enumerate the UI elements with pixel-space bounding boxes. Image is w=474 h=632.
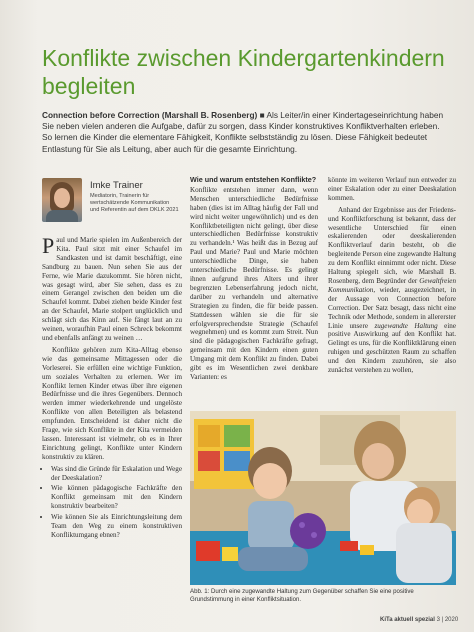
author-role: Mediatorin, Trainerin für wertschätzende Kommunikation und Referentin auf dem DKLK 2021	[90, 193, 179, 213]
author-name: Imke Trainer	[90, 180, 143, 191]
column-3	[328, 176, 456, 378]
photo-caption: Abb. 1: Durch eine zugewandte Haltung zum Gegenüber schaffen Sie eine positive Grundstimmung in einer Konfliktsituation.	[190, 588, 414, 603]
paragraph: Konflikte gehören zum Kita-Alltag ebenso wie das gemeinsame Mittagessen oder die Vorleserei. Sie erfüllen eine wichtige Funktion, um soziales Verhalten zu erlernen. Wer im Konflikt lernen Kinder etwas über ihre eigenen Bedürfnisse und die ihres Gegenübers. Dennoch werden immer wiederkehrende und ungelöste Konflikte von allen Beteiligten als belastend empfunden. Entscheidend ist daher nicht die Frage, wie sich Konflikte in der Kita vermeiden lassen. Interessant ist vielmehr, ob es in Ihrer Einrichtung gelingt, Konflikte unter Kindern konstruktiv zu klären.	[42, 345, 182, 461]
magazine-name: KiTa aktuell spezial	[380, 617, 435, 623]
page-footer	[380, 617, 458, 623]
issue-number: 3 | 2020	[436, 617, 459, 623]
intro-text: Als Leiter/in einer Kindertageseinrichtung haben Sie neben vielen anderen die Aufgabe, dafür zu sorgen, dass Kinder konstruktives Konfliktverhalten erleben. So lernen die Kinder die elementare Fähigkeit, Konflikte selbstständig zu lösen. Diese Fähigkeit bedeutet Entlastung für Sie als Leitung, aber auch für die gesamte Einrichtung.	[42, 110, 444, 154]
emphasis: Gewaltfreien Kommunikation	[328, 276, 456, 294]
intro-lead: Connection before Correction (Marshall B. Rosenberg) ■	[42, 110, 265, 120]
author-box	[42, 176, 180, 224]
photo-illustration	[190, 411, 456, 585]
paragraph: Konflikte entstehen immer dann, wenn Menschen unterschiedliche Bedürfnisse haben (dies ist im Alltag häufig der Fall und wird nicht weiter ungewöhnlich) und es den Konfliktbeteiligten nicht gelingt, über diese unterschiedlichen Bedürfnisse konstruktiv zu verhandeln.¹ Was heißt das in Bezug auf Paul und Marie? Paul und Marie möchten unterschiedliche Dinge, sie haben unterschiedliche Bedürfnisse. Es gelingt ihnen aufgrund ihres Alters und ihrer begrenzten Lebenserfahrung jedoch nicht, darüber zu verhandeln und alternative Strategien zu finden, die für beide passen. Stattdessen wählen sie die für sie erfolgversprechendste Strategie (Schaufel wegnehmen) und es kommt zum Streit. Nun sind die pädagogischen Fachkräfte gefragt, gemeinsam mit den Kindern einen guten Umgang mit dem Konflikt zu finden. Dabei gibt es im Wesentlichen zwei denkbare Varianten: es	[190, 185, 318, 381]
article-title: Konflikte zwischen Kindergartenkindern begleiten	[42, 45, 445, 99]
column-1	[42, 233, 182, 542]
paragraph: Paul und Marie spielen im Außenbereich der Kita. Paul sitzt mit einer Schaufel im Sandkasten und ist damit beschäftigt, eine Sandburg zu bauen. Nun sehen Sie aus der Ferne, wie Marie dazukommt. Sie hören nicht, was gesagt wird, aber Sie sehen, dass es zu einem Gerangel zwischen den beiden um die Schaufel kommt. Dabei ziehen beide Kinder fest an der Schaufel, Marie stolpert unglücklich und schlägt sich das Kinn auf. Sie fängt laut an zu weinen, woraufhin Paul einen Schreck bekommt und ebenfalls anfängt zu weinen …	[42, 233, 182, 342]
column-2	[190, 176, 318, 385]
article-intro	[42, 110, 452, 155]
emphasis: zugewandte Haltung	[374, 321, 438, 330]
section-heading: Wie und warum entstehen Konflikte?	[190, 175, 317, 184]
paragraph: könnte im weiteren Verlauf nun entweder zu einer Eskalation oder zu einer Deeskalation kommen.	[328, 176, 456, 202]
drop-cap: P	[42, 233, 55, 258]
article-photo	[190, 411, 456, 585]
author-photo	[42, 178, 82, 222]
list-item: • Was sind die Gründe für Eskalation und Wege der Deeskalation?	[51, 465, 182, 483]
list-item: • Wie können Sie als Einrichtungsleitung dem Team den Weg zu einem konstruktiven Konfliktumgang ebnen?	[51, 513, 182, 540]
question-list	[42, 465, 182, 540]
list-item: • Wie können pädagogische Fachkräfte den Konflikt gemeinsam mit den Kindern konstruktiv bearbeiten?	[51, 484, 182, 511]
paragraph: Anhand der Ergebnisse aus der Friedens- und Konfliktforschung ist bekannt, dass der wesentliche Unterschied für einen eskalierenden oder deeskalierenden Konfliktverlauf darin besteht, ob die begleitende Person eine zugewandte Haltung zu dem Konflikt einnimmt oder nicht. Diese Haltung spiegelt sich, wie Marshall B. Rosenberg, dem Begründer der Gewaltfreien Kommunikation, wieder, ausgezeichnet, in der Aussage von Connection before Correction. Der Satz besagt, dass nicht eine Technik oder Methode, sondern in allererster Linie unsere zugewandte Haltung eine positive Auswirkung auf den Konflikt hat. Gelingt es uns, für die Konfliktklärung einen ruhigen und geschützten Raum zu schaffen und den Kindern zuzuhören, sie also zunächst verstehen zu wollen,	[328, 205, 456, 375]
